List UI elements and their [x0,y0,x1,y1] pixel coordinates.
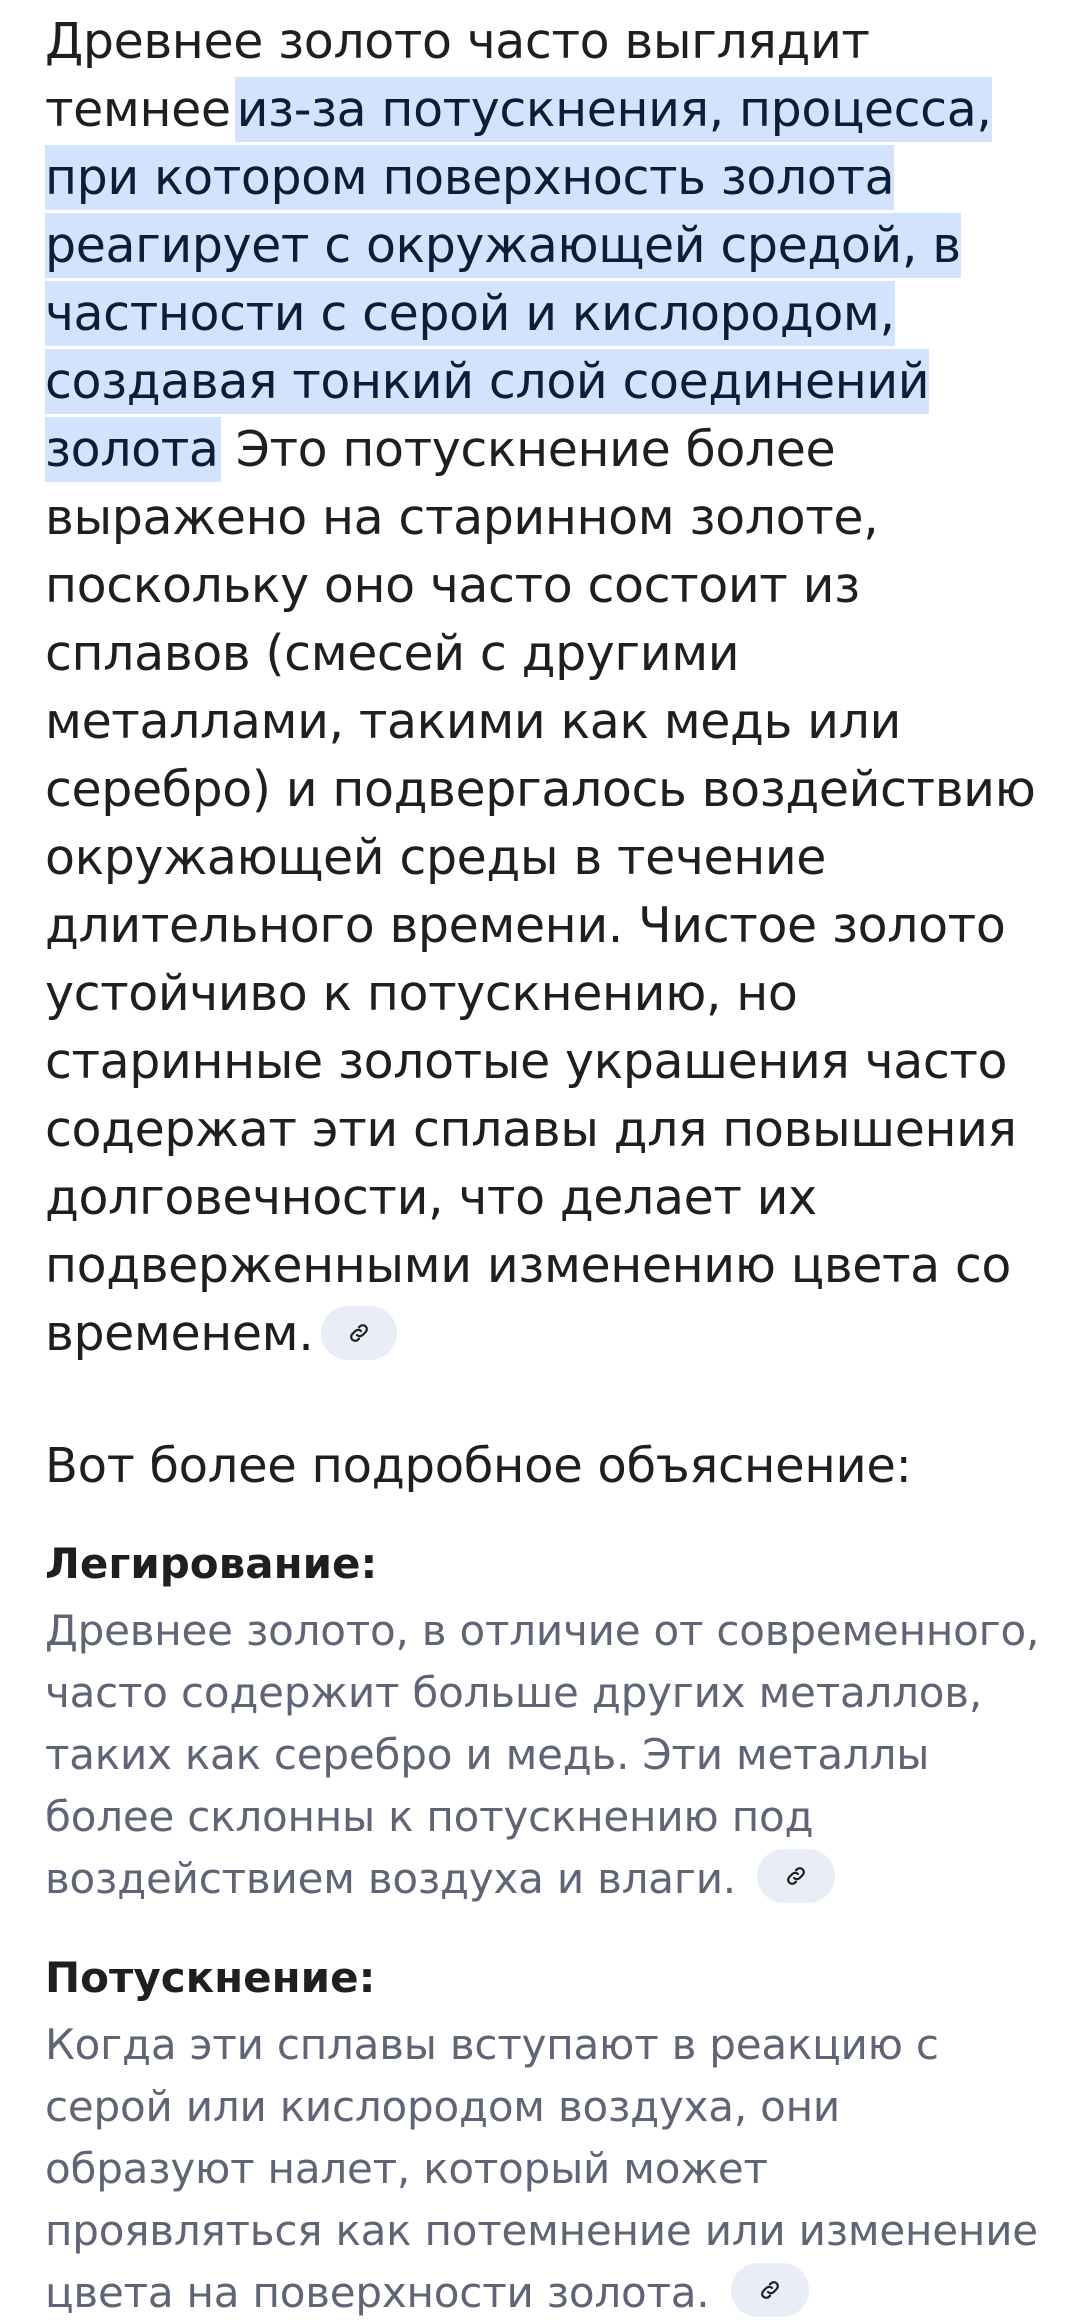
source-link-chip[interactable] [757,1849,835,1903]
section-text: Древнее золото, в отличие от современного, часто содержит больше других металлов, таких как серебро и медь. Эти металлы более склонны к потускнению под воздействием воздуха и влаги. [45,1606,1040,1903]
link-icon [784,1864,808,1888]
details-heading: Вот более подробное объяснение: [45,1438,912,1494]
link-icon [347,1321,371,1345]
link-icon [758,2278,782,2302]
section-text-alloying [45,1600,1045,1910]
intro-text-before: Древнее золото часто выглядит темнее [45,13,870,138]
response-content [45,0,1045,2324]
section-text: Когда эти сплавы вступают в реакцию с серой или кислородом воздуха, они образуют налет, который может проявляться как потемнение или изменение цвета на поверхности золота. [45,2020,1038,2317]
intro-paragraph [45,0,1045,1368]
source-link-chip[interactable] [731,2263,809,2317]
highlighted-passage[interactable]: из-за потускнения, процесса, при котором поверхность золота реагирует с окружающей средой, в частности с серой и кислородом, создавая тонкий слой соединений золота [45,77,992,482]
source-link-chip[interactable] [321,1306,397,1360]
section-title-tarnish: Потускнение: [45,1953,376,2002]
section-title-alloying: Легирование: [45,1539,378,1588]
intro-text-after: Это потускнение более выражено на старинном золоте, поскольку оно часто состоит из сплавов (смесей с другими металлами, такими как медь или серебро) и подвергалось воздействию окружающей среды в течение длительного времени. Чистое золото устойчиво к потускнению, но старинные золотые украшения часто содержат эти сплавы для повышения долговечности, что делает их подверженными изменению цвета со временем. [45,421,1036,1362]
section-text-tarnish [45,2014,1045,2324]
